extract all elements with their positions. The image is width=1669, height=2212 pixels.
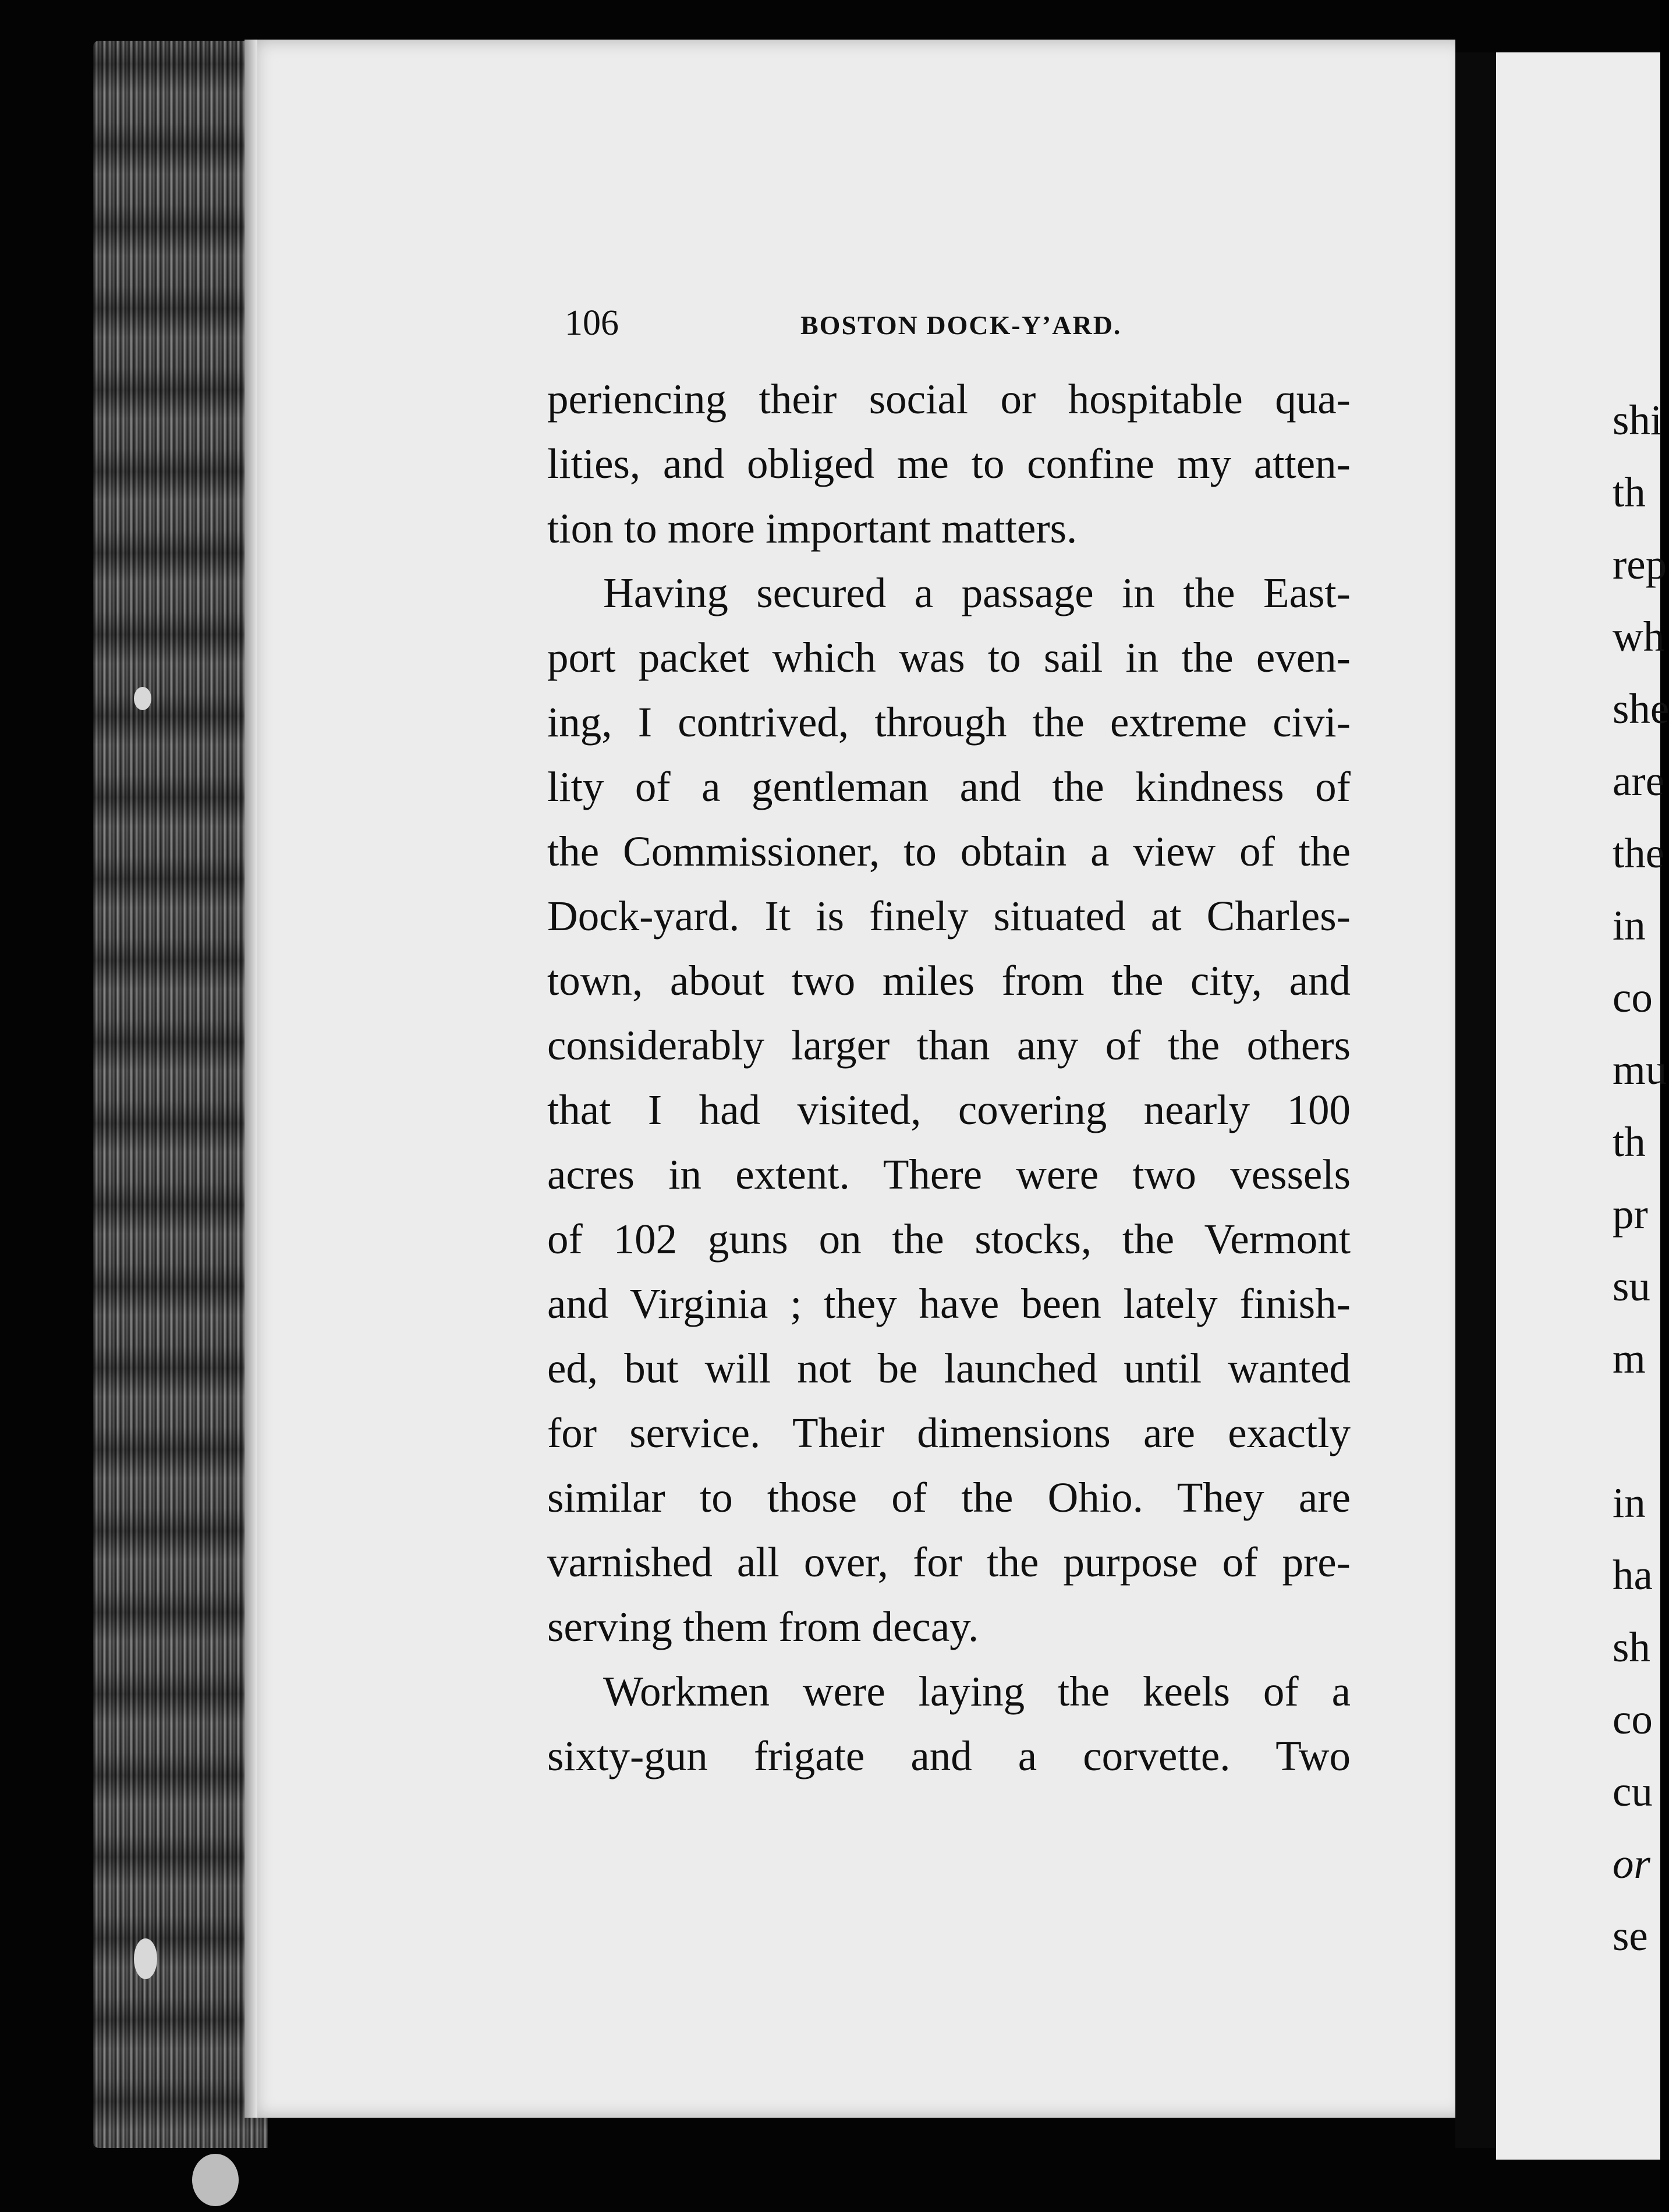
facing-fragment: co — [1613, 974, 1653, 1021]
facing-fragment: su — [1613, 1263, 1650, 1310]
text-line: for service. Their dimensions are exactly — [547, 1409, 1351, 1456]
text-line: considerably larger than any of the others — [547, 1022, 1351, 1069]
text-line: that I had visited, covering nearly 100 — [547, 1086, 1351, 1133]
paper-speck — [134, 687, 151, 710]
facing-fragment: wh — [1613, 613, 1665, 660]
text-line: port packet which was to sail in the even- — [547, 634, 1351, 681]
paper-speck — [134, 1938, 157, 1979]
facing-page-text — [1613, 384, 1669, 1972]
text-line: Workmen were laying the keels of a — [603, 1668, 1351, 1715]
binding-gutter — [1455, 52, 1496, 2148]
facing-fragment: cu — [1613, 1768, 1653, 1815]
body-text — [547, 367, 1351, 1788]
facing-fragment: the — [1613, 830, 1665, 877]
facing-fragment: ha — [1613, 1551, 1653, 1598]
text-line: ing, I contrived, through the extreme civi- — [547, 699, 1351, 746]
text-line: lity of a gentleman and the kindness of — [547, 763, 1351, 810]
facing-fragment: th — [1613, 1118, 1646, 1165]
facing-fragment: pr — [1613, 1190, 1648, 1238]
text-line: similar to those of the Ohio. They are — [547, 1474, 1351, 1521]
facing-fragment: m — [1613, 1335, 1646, 1382]
facing-fragment: in — [1613, 902, 1646, 949]
page-block-edge — [93, 41, 268, 2148]
page-number: 106 — [565, 303, 619, 343]
text-line: lities, and obliged me to confine my atten- — [547, 440, 1351, 487]
facing-fragment: mu — [1613, 1046, 1667, 1093]
text-line: town, about two miles from the city, and — [547, 957, 1351, 1004]
text-line: varnished all over, for the purpose of pre- — [547, 1539, 1351, 1586]
running-title: BOSTON DOCK-Y’ARD. — [800, 310, 1122, 340]
facing-fragment: sh — [1613, 1623, 1650, 1671]
facing-fragment: shi — [1613, 396, 1663, 444]
facing-fragment: se — [1613, 1912, 1648, 1959]
text-line: serving them from decay. — [547, 1603, 979, 1650]
facing-fragment: she — [1613, 685, 1669, 732]
text-line: acres in extent. There were two vessels — [547, 1151, 1351, 1198]
text-line: sixty-gun frigate and a corvette. Two — [547, 1732, 1351, 1779]
text-line: Dock-yard. It is finely situated at Charles- — [547, 892, 1351, 940]
facing-fragment: are — [1613, 757, 1665, 804]
facing-fragment: th — [1613, 469, 1646, 516]
text-line: Having secured a passage in the East- — [603, 569, 1351, 616]
text-line: periencing their social or hospitable qua- — [547, 375, 1351, 423]
facing-fragment: in — [1613, 1479, 1646, 1526]
text-line: and Virginia ; they have been lately finish- — [547, 1280, 1351, 1327]
text-line: of 102 guns on the stocks, the Vermont — [547, 1215, 1351, 1263]
text-line: ed, but will not be launched until wanted — [547, 1345, 1351, 1392]
text-line: the Commissioner, to obtain a view of the — [547, 828, 1351, 875]
paper-speck — [192, 2154, 239, 2206]
text-line: tion to more important matters. — [547, 505, 1078, 552]
facing-fragment: rep — [1613, 541, 1667, 588]
facing-gap — [1613, 1395, 1669, 1467]
facing-fragment: or — [1613, 1840, 1650, 1887]
facing-fragment: co — [1613, 1696, 1653, 1743]
